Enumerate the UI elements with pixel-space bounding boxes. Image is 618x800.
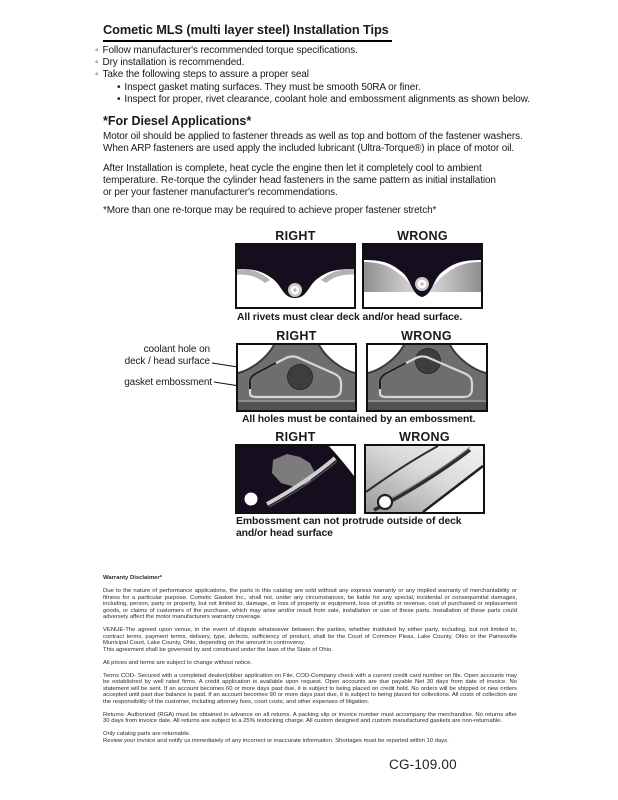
warranty-paragraph: Due to the nature of performance applications, the parts in this catalog are sold without any express warranty or any implied warranty of merchantability or fitness for a particular purpose. Cometic Gasket Inc., shall not, under any circumstances, be liable for any special, incidental or consequential damages, including, person, party or property, but not limited to, damage, or loss of property or equipment, loss of profits or revenue, cost of purchased or replacement goods, or claims of customers of the purchase, which may arise and/or result from sale, installation or use of these parts. Installation of these parts could adversely affect the motor manufacturers warranty coverage. bbox=[103, 588, 517, 620]
list-item bbox=[117, 94, 530, 106]
filled-bullet-icon: • bbox=[117, 81, 121, 93]
embossment-right-diagram-svg bbox=[238, 345, 355, 410]
embossment-wrong-diagram bbox=[366, 343, 488, 412]
open-bullet-icon: ◦ bbox=[95, 57, 99, 69]
warranty-disclaimer-section bbox=[103, 575, 517, 751]
annotation-line: deck / head surface bbox=[124, 355, 210, 367]
protrude-right-diagram-svg bbox=[237, 446, 354, 512]
wrong-label-row1: WRONG bbox=[397, 229, 448, 243]
protrude-right-diagram bbox=[235, 444, 356, 514]
right-label-row3: RIGHT bbox=[275, 430, 316, 444]
list-item bbox=[95, 45, 530, 57]
tip-text: Follow manufacturer's recommended torque specifications. bbox=[102, 45, 358, 56]
paragraph-line: Motor oil should be applied to fastener threads as well as top and bottom of the fastener washers. bbox=[103, 131, 523, 142]
rivet-right-diagram-svg bbox=[237, 245, 354, 307]
diesel-paragraph-1 bbox=[103, 131, 523, 155]
warranty-text: Only catalog parts are returnable. bbox=[103, 731, 191, 737]
installation-tips-list bbox=[95, 45, 530, 106]
warranty-heading: Warranty Disclaimer* bbox=[103, 575, 163, 581]
open-bullet-icon: ◦ bbox=[95, 69, 99, 81]
rivet-wrong-diagram-svg bbox=[364, 245, 481, 307]
row1-caption: All rivets must clear deck and/or head surface. bbox=[237, 312, 463, 323]
coolant-hole bbox=[288, 365, 313, 390]
tip-text: Inspect gasket mating surfaces. They must be smooth 50RA or finer. bbox=[124, 81, 421, 93]
bolt-hole bbox=[378, 495, 392, 509]
right-label-row1: RIGHT bbox=[275, 229, 316, 243]
embossment-wrong-diagram-svg bbox=[368, 345, 486, 410]
embossment-right-diagram bbox=[236, 343, 357, 412]
warranty-text: Review your invoice and notify us immediately of any incorrect or inaccurate information. Shortages must be reported within 10 days. bbox=[103, 737, 449, 744]
diesel-paragraph-2 bbox=[103, 163, 496, 199]
bolt-hole bbox=[245, 493, 258, 506]
tip-text: Take the following steps to assure a proper seal bbox=[102, 69, 309, 81]
row2-caption: All holes must be contained by an embossment. bbox=[242, 414, 476, 425]
caption-line: Embossment can not protrude outside of deck bbox=[236, 516, 462, 527]
rivet-dot bbox=[293, 288, 296, 291]
row3-caption bbox=[236, 516, 461, 540]
rivet-right-diagram bbox=[235, 243, 356, 309]
right-label-row2: RIGHT bbox=[276, 329, 317, 343]
rivet-wrong-diagram bbox=[362, 243, 483, 309]
gasket-embossment-annotation: gasket embossment bbox=[124, 377, 212, 388]
protrude-wrong-diagram bbox=[364, 444, 485, 514]
filled-bullet-icon: • bbox=[117, 93, 121, 105]
gasket-bottom-edge bbox=[238, 402, 355, 410]
warranty-paragraph: All prices and terms are subject to change without notice. bbox=[103, 659, 252, 666]
gasket-bottom-edge bbox=[368, 402, 486, 410]
list-item bbox=[95, 69, 530, 81]
list-item bbox=[117, 82, 530, 94]
warranty-paragraph bbox=[103, 627, 517, 653]
warranty-paragraph: Returns- Authorized (RGA) must be obtained in advance on all returns. A packing slip or invoice number must accompany the merchandise. No returns after 30 days from invoice date. All returns are subject to a 25% restocking charge. All custom designed and custom manufactured gaskets are non-returnable. bbox=[103, 711, 517, 724]
page-code: CG-109.00 bbox=[389, 757, 457, 772]
tip-text: Dry installation is recommended. bbox=[102, 57, 245, 69]
warranty-paragraph bbox=[103, 731, 517, 744]
coolant-hole-annotation bbox=[125, 344, 210, 367]
wrong-label-row2: WRONG bbox=[401, 329, 452, 343]
retorque-note: *More than one re-torque may be required to achieve proper fastener stretch* bbox=[103, 205, 437, 216]
paragraph-line: temperature. Re-torque the cylinder head fasteners in the same pattern as initial installation bbox=[103, 175, 496, 186]
warranty-text: VENUE-The agreed upon venue, in the event of dispute whatsoever between the parties, whether instituted by either party, including, but not limited to, contract terms, payment terms, delivery, type, defects, sufficiency of product, shall be the Court of Common Pleas, Lake County, Ohio or the Painesville Municipal Court, Lake County, Ohio, depending on the amount in controversy. bbox=[103, 627, 517, 646]
paragraph-line: After Installation is complete, heat cycle the engine then let it completely cool to ambient bbox=[103, 163, 482, 174]
warranty-text: This agreement shall be governed by and construed under the laws of the State of Ohio. bbox=[103, 646, 333, 653]
open-bullet-icon: ◦ bbox=[95, 45, 99, 56]
paragraph-line: or per your fastener manufacturer's recommendations. bbox=[103, 187, 338, 198]
rivet-dot bbox=[420, 282, 423, 285]
warranty-paragraph: Terms COD- Secured with a completed dealer/jobber application on File, COD-Company check with a current credit card number on file. Open accounts may be established by well rated firms. A credit application is available upon request. Open accounts are due payable Net 30 days from date of invoice. No statement will be sent. If an account becomes 60 or more days past due, it is subject to being placed on credit hold. No orders will be shipped or new orders accepted until past due balance is paid. If an account becomes 90 or more days past due, it is subject to being placed for collections. All costs of collection are the responsibility of the customer, including attorney fees, court costs, and other expenses of litigation. bbox=[103, 672, 517, 705]
caption-line: and/or head surface bbox=[236, 528, 333, 539]
page-title: Cometic MLS (multi layer steel) Installation Tips bbox=[103, 22, 392, 42]
wrong-label-row3: WRONG bbox=[399, 430, 450, 444]
paragraph-line: When ARP fasteners are used apply the included lubricant (Ultra-Torque®) in place of motor oil. bbox=[103, 143, 514, 154]
list-item bbox=[95, 57, 530, 69]
tip-text: Inspect for proper, rivet clearance, coolant hole and embossment alignments as shown below. bbox=[124, 93, 530, 105]
diesel-applications-heading: *For Diesel Applications* bbox=[103, 114, 252, 128]
annotation-line: coolant hole on bbox=[143, 344, 210, 355]
protrude-wrong-diagram-svg bbox=[366, 446, 483, 512]
